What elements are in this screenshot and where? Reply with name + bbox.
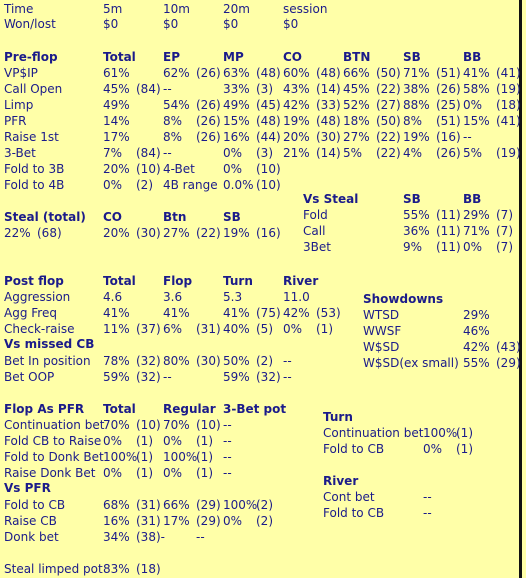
cell: -- xyxy=(223,434,232,448)
row-label: Fold to CB xyxy=(323,442,385,456)
cell: (32) xyxy=(136,354,161,368)
cell: 15% xyxy=(223,114,250,128)
cell: 0% xyxy=(223,514,243,528)
cell: 19% xyxy=(223,226,250,240)
cell: 70% xyxy=(103,418,130,432)
cell: (5) xyxy=(256,322,273,336)
cell: 71% xyxy=(463,224,490,238)
steal-limped-label: Steal limped pot xyxy=(4,562,103,576)
cell: (29) xyxy=(196,514,221,528)
cell: 41% xyxy=(163,306,190,320)
cell: (29) xyxy=(496,356,521,370)
cell: (10) xyxy=(136,418,161,432)
cell: (2) xyxy=(256,498,273,512)
row-label: W$SD xyxy=(363,340,400,354)
cell: (18) xyxy=(496,98,521,112)
cell: (22) xyxy=(376,130,401,144)
row-label: Fold CB to Raise xyxy=(4,434,102,448)
cell: 4% xyxy=(403,146,423,160)
cell: (30) xyxy=(196,354,221,368)
cell: 50% xyxy=(223,354,250,368)
cell: 71% xyxy=(403,66,430,80)
cell: 7% xyxy=(103,146,123,160)
cell: (10) xyxy=(136,162,161,176)
cell: -- xyxy=(283,370,292,384)
cell: (38)- xyxy=(136,530,165,544)
preflop-header-ep: EP xyxy=(163,50,180,64)
cell: (30) xyxy=(316,130,341,144)
cell: (2) xyxy=(256,514,273,528)
cell: 8% xyxy=(403,114,423,128)
cell: 66% xyxy=(163,498,190,512)
preflop-header-btn: BTN xyxy=(343,50,371,64)
row-label: Fold to Donk Bet xyxy=(4,450,104,464)
cell: (2) xyxy=(256,354,273,368)
cell: 17% xyxy=(103,130,130,144)
cell: (32) xyxy=(136,370,161,384)
cell: (26) xyxy=(436,146,461,160)
cell: 9% xyxy=(403,240,423,254)
cell: (2) xyxy=(136,178,153,192)
cell: 42% xyxy=(283,98,310,112)
cell: (43) xyxy=(496,340,521,354)
row-label: WWSF xyxy=(363,324,402,338)
steal-header-sb: SB xyxy=(223,210,241,224)
cell: (1) xyxy=(136,466,153,480)
cell: (84) xyxy=(136,146,161,160)
postflop-header-river: River xyxy=(283,274,319,288)
wonlost-5m: $0 xyxy=(103,17,119,31)
postflop-header-turn: Turn xyxy=(223,274,253,288)
cell: 0% xyxy=(463,240,483,254)
cell: -- xyxy=(196,530,205,544)
row-label: Check-raise xyxy=(4,322,75,336)
wonlost-10m: $0 xyxy=(163,17,179,31)
cell: (48) xyxy=(316,114,341,128)
row-label: Cont bet xyxy=(323,490,375,504)
cell: (51) xyxy=(436,114,461,128)
cell: -- xyxy=(163,370,172,384)
cell: 0% xyxy=(223,162,243,176)
row-label: Aggression xyxy=(4,290,71,304)
cell: 11.0 xyxy=(283,290,310,304)
cell: (10) xyxy=(256,178,281,192)
row-label: VP$IP xyxy=(4,66,38,80)
steal-limped-value: 83% xyxy=(103,562,130,576)
cell: (1) xyxy=(196,466,213,480)
cell: 29% xyxy=(463,308,490,322)
cell: (1) xyxy=(456,426,473,440)
row-label: Limp xyxy=(4,98,34,112)
cell: (33) xyxy=(316,98,341,112)
cell: (11) xyxy=(436,224,461,238)
cell: (26) xyxy=(196,130,221,144)
flop-pfr-header-3bet: 3-Bet pot xyxy=(223,402,287,416)
cell: (1) xyxy=(136,434,153,448)
preflop-header-bb: BB xyxy=(463,50,482,64)
cell: 63% xyxy=(223,66,250,80)
row-label: PFR xyxy=(4,114,27,128)
cell: (1) xyxy=(456,442,473,456)
cell: 5% xyxy=(343,146,363,160)
turn-title: Turn xyxy=(323,410,353,424)
cell: 100% xyxy=(163,450,198,464)
row-label: Fold to 3B xyxy=(4,162,65,176)
cell: (3) xyxy=(256,146,273,160)
cell: (10) xyxy=(256,162,281,176)
cell: 52% xyxy=(343,98,370,112)
cell: -- xyxy=(283,354,292,368)
cell: (31) xyxy=(196,322,221,336)
preflop-title: Pre-flop xyxy=(4,50,58,64)
cell: (10) xyxy=(196,418,221,432)
cell: 0% xyxy=(463,98,483,112)
steal-total-value: 22% xyxy=(4,226,31,240)
cell: 41% xyxy=(463,66,490,80)
cell: 36% xyxy=(403,224,430,238)
cell: 0.0% xyxy=(223,178,254,192)
cell: 0% xyxy=(423,442,443,456)
cell: (51) xyxy=(436,66,461,80)
time-label: Time xyxy=(4,2,34,16)
cell: 27% xyxy=(163,226,190,240)
cell: (16) xyxy=(256,226,281,240)
cell: 0% xyxy=(223,146,243,160)
cell: 16% xyxy=(103,514,130,528)
cell: 42% xyxy=(283,306,310,320)
cell: (14) xyxy=(316,82,341,96)
cell: (26) xyxy=(436,82,461,96)
row-label: Agg Freq xyxy=(4,306,57,320)
cell: 41% xyxy=(223,306,250,320)
wonlost-session: $0 xyxy=(283,17,299,31)
cell: 70% xyxy=(163,418,190,432)
cell: (7) xyxy=(496,224,513,238)
row-label: Bet In position xyxy=(4,354,91,368)
row-label: Call Open xyxy=(4,82,63,96)
cell: -- xyxy=(223,418,232,432)
time-10m: 10m xyxy=(163,2,190,16)
vs-steal-header-sb: SB xyxy=(403,192,421,206)
row-label: Raise Donk Bet xyxy=(4,466,96,480)
cell: (16) xyxy=(436,130,461,144)
cell: (3) xyxy=(256,82,273,96)
postflop-title: Post flop xyxy=(4,274,64,288)
cell: 19% xyxy=(283,114,310,128)
cell: 45% xyxy=(103,82,130,96)
cell: 14% xyxy=(103,114,130,128)
cell: 66% xyxy=(343,66,370,80)
cell: 15% xyxy=(463,114,490,128)
cell: (84) xyxy=(136,82,161,96)
cell: 0% xyxy=(103,466,123,480)
flop-as-pfr-title: Flop As PFR xyxy=(4,402,85,416)
cell: 42% xyxy=(463,340,490,354)
cell: -- xyxy=(463,130,472,144)
cell: 60% xyxy=(283,66,310,80)
cell: 11% xyxy=(103,322,130,336)
steal-header-btn: Btn xyxy=(163,210,187,224)
row-label: Donk bet xyxy=(4,530,59,544)
cell: -- xyxy=(163,146,172,160)
cell: 3.6 xyxy=(163,290,183,304)
cell: (25) xyxy=(436,98,461,112)
cell: (45) xyxy=(256,98,281,112)
cell: 8% xyxy=(163,114,183,128)
row-label: 3Bet xyxy=(303,240,331,254)
vs-steal-header-bb: BB xyxy=(463,192,482,206)
cell: (1) xyxy=(316,322,333,336)
cell: (7) xyxy=(496,208,513,222)
preflop-header-total: Total xyxy=(103,50,136,64)
cell: 58% xyxy=(463,82,490,96)
cell: 4B range xyxy=(163,178,218,192)
cell: (32) xyxy=(256,370,281,384)
cell: (44) xyxy=(256,130,281,144)
cell: (11) xyxy=(436,208,461,222)
cell: (1) xyxy=(196,450,213,464)
cell: (41) xyxy=(496,114,521,128)
cell: 0% xyxy=(103,434,123,448)
row-label: Fold to CB xyxy=(4,498,66,512)
cell: 20% xyxy=(103,226,130,240)
steal-total-title: Steal (total) xyxy=(4,210,86,224)
preflop-header-sb: SB xyxy=(403,50,421,64)
steal-total-count: (68) xyxy=(37,226,62,240)
cell: 6% xyxy=(163,322,183,336)
cell: (53) xyxy=(316,306,341,320)
cell: (50) xyxy=(376,66,401,80)
steal-header-co: CO xyxy=(103,210,123,224)
cell: 54% xyxy=(163,98,190,112)
cell: 20% xyxy=(283,130,310,144)
cell: (14) xyxy=(316,146,341,160)
cell: 0% xyxy=(103,178,123,192)
cell: (31) xyxy=(136,498,161,512)
row-label: Bet OOP xyxy=(4,370,55,384)
postflop-header-flop: Flop xyxy=(163,274,193,288)
cell: 4-Bet xyxy=(163,162,195,176)
cell: 18% xyxy=(343,114,370,128)
wonlost-20m: $0 xyxy=(223,17,239,31)
cell: (11) xyxy=(436,240,461,254)
cell: -- xyxy=(423,490,432,504)
row-label: Raise CB xyxy=(4,514,57,528)
row-label: Fold xyxy=(303,208,328,222)
postflop-header-total: Total xyxy=(103,274,136,288)
vs-pfr-title: Vs PFR xyxy=(4,481,51,495)
cell: -- xyxy=(163,82,172,96)
cell: 46% xyxy=(463,324,490,338)
river-title: River xyxy=(323,474,359,488)
row-label: Continuation bet xyxy=(4,418,105,432)
cell: 27% xyxy=(343,130,370,144)
cell: 0% xyxy=(163,434,183,448)
cell: (19) xyxy=(496,146,521,160)
cell: 20% xyxy=(103,162,130,176)
row-label: WTSD xyxy=(363,308,400,322)
cell: -- xyxy=(223,450,232,464)
cell: 17% xyxy=(163,514,190,528)
cell: 55% xyxy=(403,208,430,222)
cell: (31) xyxy=(136,514,161,528)
cell: 5% xyxy=(463,146,483,160)
cell: (26) xyxy=(196,66,221,80)
cell: (22) xyxy=(196,226,221,240)
row-label: Fold to CB xyxy=(323,506,385,520)
cell: 59% xyxy=(223,370,250,384)
cell: 33% xyxy=(223,82,250,96)
cell: 45% xyxy=(343,82,370,96)
time-session: session xyxy=(283,2,328,16)
cell: -- xyxy=(223,466,232,480)
cell: (48) xyxy=(256,66,281,80)
row-label: 3-Bet xyxy=(4,146,36,160)
cell: 41% xyxy=(103,306,130,320)
cell: 61% xyxy=(103,66,130,80)
cell: (1) xyxy=(136,450,153,464)
cell: (26) xyxy=(196,98,221,112)
cell: 38% xyxy=(403,82,430,96)
cell: 55% xyxy=(463,356,490,370)
wonlost-label: Won/lost xyxy=(4,17,56,31)
time-5m: 5m xyxy=(103,2,123,16)
cell: 4.6 xyxy=(103,290,123,304)
flop-pfr-header-regular: Regular xyxy=(163,402,216,416)
preflop-header-co: CO xyxy=(283,50,303,64)
time-20m: 20m xyxy=(223,2,250,16)
cell: 8% xyxy=(163,130,183,144)
cell: 5.3 xyxy=(223,290,243,304)
row-label: Call xyxy=(303,224,326,238)
cell: (22) xyxy=(376,82,401,96)
cell: (75) xyxy=(256,306,281,320)
cell: 0% xyxy=(283,322,303,336)
cell: (50) xyxy=(376,114,401,128)
vs-steal-title: Vs Steal xyxy=(303,192,359,206)
cell: (1) xyxy=(196,434,213,448)
cell: 49% xyxy=(103,98,130,112)
cell: 0% xyxy=(163,466,183,480)
cell: 34% xyxy=(103,530,130,544)
cell: (29) xyxy=(196,498,221,512)
cell: 100% xyxy=(423,426,458,440)
cell: 62% xyxy=(163,66,190,80)
cell: (41) xyxy=(496,66,521,80)
cell: 78% xyxy=(103,354,130,368)
cell: 80% xyxy=(163,354,190,368)
cell: (26) xyxy=(196,114,221,128)
cell: 19% xyxy=(403,130,430,144)
row-label: Continuation bet xyxy=(323,426,424,440)
cell: 68% xyxy=(103,498,130,512)
cell: 49% xyxy=(223,98,250,112)
cell: 59% xyxy=(103,370,130,384)
showdowns-title: Showdowns xyxy=(363,292,444,306)
flop-pfr-header-total: Total xyxy=(103,402,136,416)
cell: (48) xyxy=(316,66,341,80)
cell: 29% xyxy=(463,208,490,222)
vs-missed-cb-title: Vs missed CB xyxy=(4,337,95,351)
cell: 21% xyxy=(283,146,310,160)
row-label: Fold to 4B xyxy=(4,178,65,192)
cell: 100% xyxy=(103,450,138,464)
cell: 40% xyxy=(223,322,250,336)
cell: (48) xyxy=(256,114,281,128)
preflop-header-mp: MP xyxy=(223,50,244,64)
cell: 43% xyxy=(283,82,310,96)
row-label: W$SD(ex small) xyxy=(363,356,459,370)
steal-limped-count: (18) xyxy=(136,562,161,576)
cell: 100% xyxy=(223,498,258,512)
cell: (30) xyxy=(136,226,161,240)
cell: 16% xyxy=(223,130,250,144)
cell: (37) xyxy=(136,322,161,336)
cell: (27) xyxy=(376,98,401,112)
row-label: Raise 1st xyxy=(4,130,59,144)
cell: (19) xyxy=(496,82,521,96)
cell: (7) xyxy=(496,240,513,254)
cell: 88% xyxy=(403,98,430,112)
cell: -- xyxy=(423,506,432,520)
cell: (22) xyxy=(376,146,401,160)
